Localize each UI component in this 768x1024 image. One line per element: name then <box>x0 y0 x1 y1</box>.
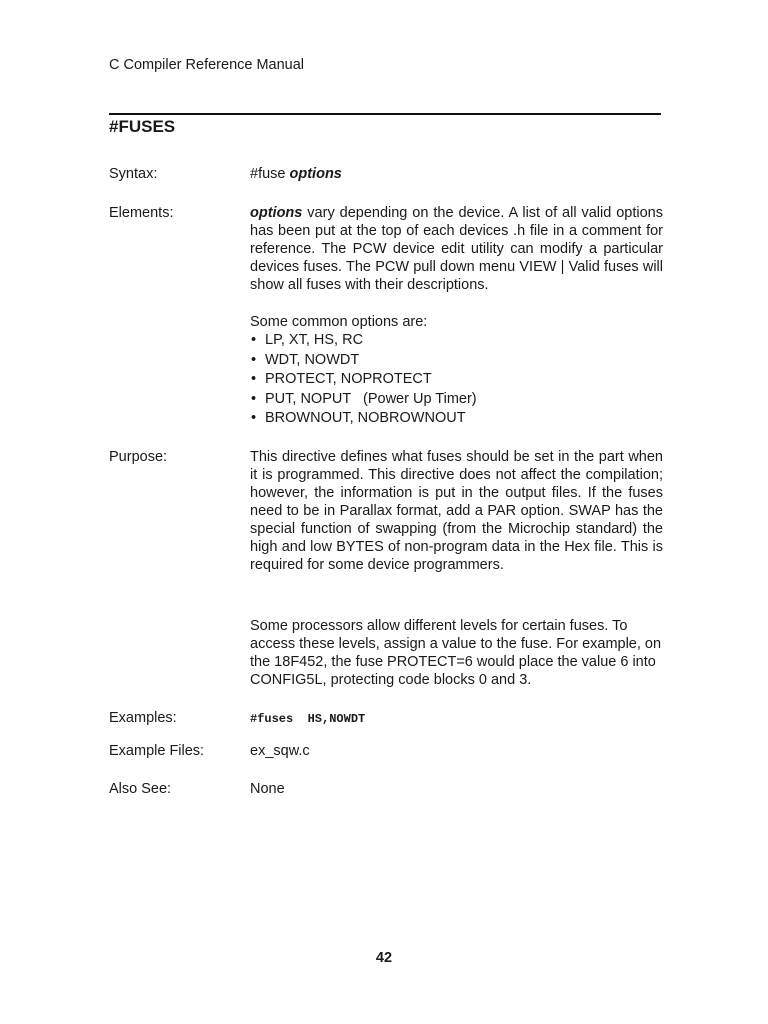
syntax-arg: options <box>289 166 342 182</box>
example-code: #fuses HS,NOWDT <box>250 712 366 726</box>
purpose-content <box>250 448 663 574</box>
purpose-paragraph-2: Some processors allow different levels for certain fuses. To access these levels, assign a value to the fuse. For example, on the 18F452, the fuse PROTECT=6 would place the value 6 into CONFIG5L, protecting code blocks 0 and 3. <box>250 618 662 688</box>
example-files-label: Example Files: <box>109 743 205 759</box>
also-see-label: Also See: <box>109 781 172 797</box>
list-item: • LP, XT, HS, RC <box>250 331 663 351</box>
list-item: • PROTECT, NOPROTECT <box>250 370 663 390</box>
purpose-label: Purpose: <box>109 449 168 465</box>
elements-paragraph <box>250 204 663 294</box>
bullet-icon: • <box>251 332 257 348</box>
bullet-icon: • <box>251 351 257 368</box>
examples-label: Examples: <box>109 710 177 726</box>
example-files-value: ex_sqw.c <box>250 743 310 759</box>
elements-lead-word: options <box>250 205 303 221</box>
syntax-label: Syntax: <box>109 166 158 182</box>
bullet-icon: • <box>251 371 257 387</box>
elements-label: Elements: <box>109 205 174 221</box>
running-header: C Compiler Reference Manual <box>109 57 305 73</box>
common-options-list <box>250 331 663 429</box>
elements-text: vary depending on the device. A list of all valid options has been put at the top of each devices .h file in a comment for reference. The PCW device edit utility can modify a particular devices fuses. The PCW pull down menu VIEW | Valid fuses will show all fuses with their descriptions. <box>250 205 663 293</box>
elements-content <box>250 204 663 294</box>
header-rule <box>109 113 661 115</box>
syntax-prefix: #fuse <box>250 166 286 182</box>
also-see-value: None <box>250 781 285 797</box>
bullet-icon: • <box>251 390 257 407</box>
section-title: #FUSES <box>109 117 176 136</box>
purpose-content-2 <box>250 617 663 689</box>
common-options-intro: Some common options are: <box>250 314 428 330</box>
bullet-icon: • <box>251 410 257 426</box>
list-item: • PUT, NOPUT (Power Up Timer) <box>250 390 663 410</box>
common-options-content <box>250 313 663 429</box>
page-number: 42 <box>375 950 393 966</box>
list-item: • WDT, NOWDT <box>250 351 663 371</box>
purpose-paragraph-1: This directive defines what fuses should be set in the part when it is programmed. This directive does not affect the compilation; however, the information is put in the output files. If the fuses need to be in Parallax format, add a PAR option. SWAP has the special function of swapping (from the Microchip standard) the high and low BYTES of non-program data in the Hex file. This is required for some device programmers. <box>250 449 663 573</box>
syntax-value <box>250 165 663 183</box>
list-item: • BROWNOUT, NOBROWNOUT <box>250 409 663 429</box>
examples-content <box>250 709 663 728</box>
